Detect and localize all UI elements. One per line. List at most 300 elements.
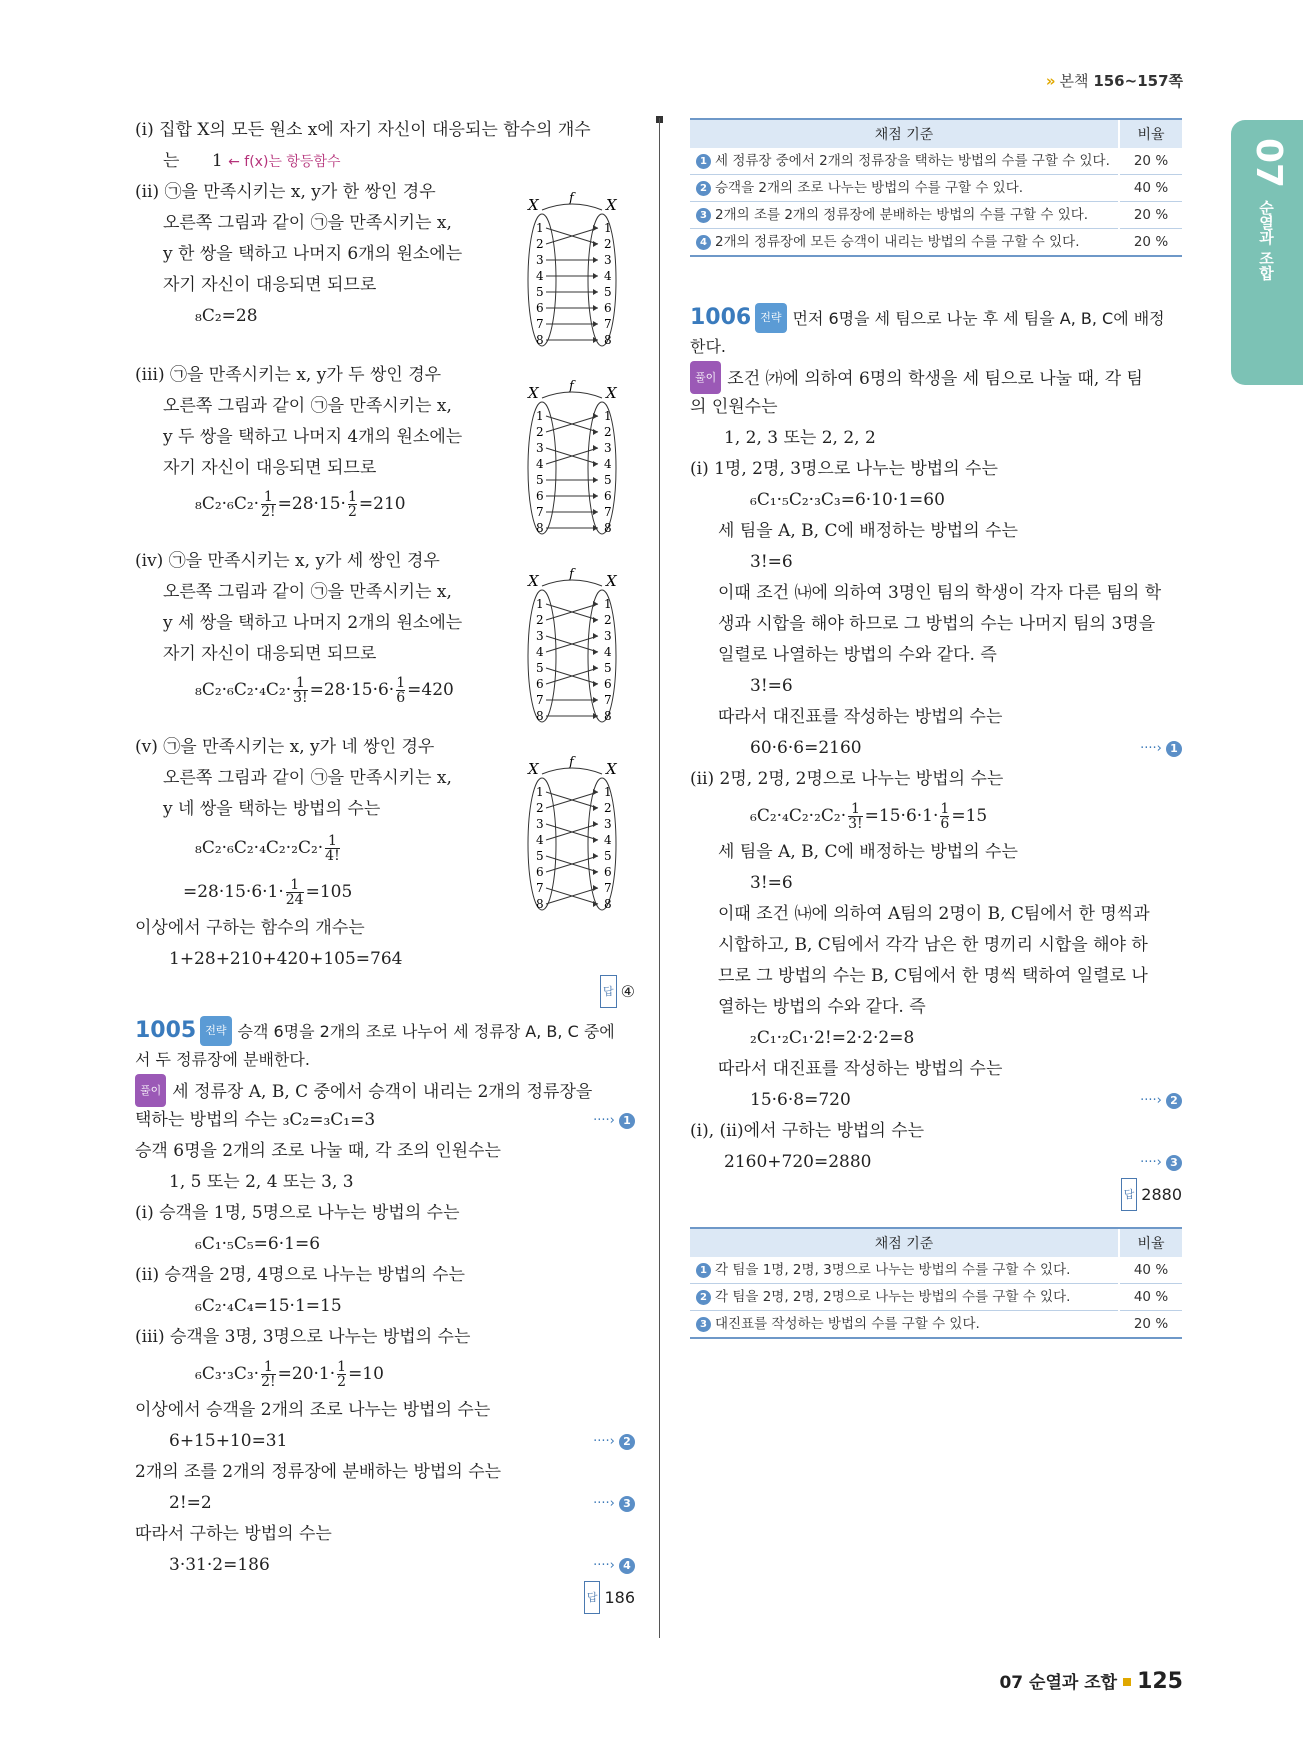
text-line: (ⅲ) ㉠을 만족시키는 x, y가 두 쌍인 경우 bbox=[135, 365, 442, 385]
criterion-text: 2개의 조를 2개의 정류장에 분배하는 방법의 수를 구할 수 있다. bbox=[715, 207, 1089, 223]
element-label: 5 bbox=[604, 849, 612, 863]
text-line: 오른쪽 그림과 같이 ㉠을 만족시키는 x, bbox=[163, 582, 452, 602]
marker-number: 3 bbox=[1166, 1155, 1182, 1171]
formula-part: 6+15+10=31 bbox=[169, 1431, 288, 1451]
element-label: 7 bbox=[604, 317, 612, 331]
formula-part: ₆C₂·₄C₂·₂C₂· bbox=[750, 806, 847, 826]
criterion-text: 대진표를 작성하는 방법의 수를 구할 수 있다. bbox=[715, 1316, 980, 1332]
ratio-cell: 20 % bbox=[1119, 229, 1182, 257]
denominator: 2 bbox=[337, 1374, 347, 1390]
text-line bbox=[135, 1105, 635, 1136]
element-label: 6 bbox=[604, 301, 612, 315]
formula-part: 15·6·8=720 bbox=[750, 1090, 851, 1110]
denominator: 3! bbox=[293, 690, 308, 706]
text-line: 생과 시합을 해야 하므로 그 방법의 수는 나머지 팀의 3명을 bbox=[718, 614, 1156, 634]
numerator: 1 bbox=[337, 1359, 347, 1375]
set-label: X bbox=[528, 384, 539, 402]
fraction bbox=[396, 676, 405, 705]
text-line: y 한 쌍을 택하고 나머지 6개의 원소에는 bbox=[163, 244, 463, 264]
formula-part: 2160+720=2880 bbox=[724, 1152, 872, 1172]
element-label: 5 bbox=[536, 285, 544, 299]
element-label: 7 bbox=[604, 881, 612, 895]
element-label: 2 bbox=[536, 237, 544, 251]
step-marker bbox=[593, 1105, 635, 1136]
mapping-diagram bbox=[522, 380, 622, 540]
codomain-ellipse bbox=[588, 214, 616, 346]
element-label: 6 bbox=[536, 301, 544, 315]
fraction bbox=[293, 676, 308, 705]
grading-table-1005 bbox=[690, 118, 1182, 257]
element-label: 2 bbox=[604, 425, 612, 439]
arrow-head-icon bbox=[593, 225, 598, 231]
page-number: 125 bbox=[1137, 1669, 1183, 1694]
arrow-head-icon bbox=[593, 445, 598, 451]
text-line: (ⅱ) ㉠을 만족시키는 x, y가 한 쌍인 경우 bbox=[135, 182, 436, 202]
element-label: 3 bbox=[604, 817, 612, 831]
footer-chapter: 07 순열과 조합 bbox=[999, 1673, 1118, 1693]
fraction bbox=[848, 802, 863, 831]
text-line: (ⅰ) 1명, 2명, 3명으로 나누는 방법의 수는 bbox=[690, 459, 998, 479]
marker-number: 3 bbox=[619, 1496, 635, 1512]
mapping-diagram-svg bbox=[522, 568, 622, 728]
text-line: 승객 6명을 2개의 조로 나눌 때, 각 조의 인원수는 bbox=[135, 1141, 501, 1161]
arrow-head-icon bbox=[593, 601, 598, 607]
element-label: 6 bbox=[604, 865, 612, 879]
formula-part: =20·1· bbox=[277, 1364, 336, 1384]
arrow-head-icon bbox=[593, 681, 598, 687]
formula-part: =28·15·6·1· bbox=[183, 882, 284, 902]
criterion-number: 3 bbox=[696, 208, 711, 223]
text-line: (ⅴ) ㉠을 만족시키는 x, y가 네 쌍인 경우 bbox=[135, 737, 435, 757]
text-line: 열하는 방법의 수와 같다. 즉 bbox=[718, 997, 926, 1017]
text-line: 자기 자신이 대응되면 되므로 bbox=[163, 275, 377, 295]
column-header: 채점 기준 bbox=[690, 119, 1119, 148]
text-line: (ⅰ), (ⅱ)에서 구하는 방법의 수는 bbox=[690, 1121, 925, 1141]
footer-square-icon bbox=[1123, 1678, 1131, 1686]
set-label: X bbox=[528, 760, 539, 778]
chevron-icon: » bbox=[1045, 72, 1056, 90]
numerator: 1 bbox=[327, 833, 337, 849]
text-fragment: 는 bbox=[163, 151, 180, 171]
table-cell bbox=[690, 202, 1119, 229]
table-row bbox=[690, 175, 1182, 202]
text-line: y 두 쌍을 택하고 나머지 4개의 원소에는 bbox=[163, 427, 463, 447]
element-label: 6 bbox=[604, 677, 612, 691]
formula: ₈C₂=28 bbox=[195, 306, 258, 326]
arrow-head-icon bbox=[593, 413, 598, 419]
element-label: 5 bbox=[604, 473, 612, 487]
set-label: X bbox=[606, 572, 617, 590]
element-label: 3 bbox=[536, 817, 544, 831]
element-label: 5 bbox=[604, 285, 612, 299]
answer-value: 186 bbox=[604, 1588, 635, 1607]
table-cell bbox=[690, 229, 1119, 257]
numerator: 1 bbox=[347, 489, 357, 505]
mapping-diagram bbox=[522, 192, 622, 352]
text-line: 따라서 대진표를 작성하는 방법의 수는 bbox=[718, 707, 1003, 727]
text-line bbox=[135, 146, 635, 177]
column-header: 채점 기준 bbox=[690, 1228, 1119, 1257]
answer bbox=[135, 975, 635, 1006]
ref-prefix: 본책 bbox=[1059, 72, 1089, 90]
numerator: 1 bbox=[850, 801, 860, 817]
arrow-head-icon bbox=[593, 257, 598, 263]
element-label: 7 bbox=[536, 881, 544, 895]
arrow-head-icon bbox=[593, 869, 598, 875]
criterion-text: 승객을 2개의 조로 나누는 방법의 수를 구할 수 있다. bbox=[715, 180, 1024, 196]
strategy-text: 승객 6명을 2개의 조로 나누어 세 정류장 A, B, C 중에 bbox=[237, 1022, 615, 1041]
element-label: 5 bbox=[536, 473, 544, 487]
criterion-number: 4 bbox=[696, 235, 711, 250]
element-label: 6 bbox=[604, 489, 612, 503]
formula: ₆C₁·₅C₅=6·1=6 bbox=[195, 1234, 321, 1254]
element-label: 8 bbox=[604, 521, 612, 535]
text-fragment: 조건 ㈎에 의하여 6명의 학생을 세 팀으로 나눌 때, 각 팀 bbox=[727, 369, 1143, 389]
formula-part: =420 bbox=[407, 680, 454, 700]
page-reference bbox=[1046, 70, 1183, 91]
criterion-number: 2 bbox=[696, 1290, 711, 1305]
arrow-head-icon bbox=[593, 885, 598, 891]
element-label: 1 bbox=[604, 221, 612, 235]
marker-number: 2 bbox=[1166, 1093, 1182, 1109]
formula-part: ₆C₃·₃C₃· bbox=[195, 1364, 260, 1384]
element-label: 8 bbox=[536, 333, 544, 347]
arrow-head-icon bbox=[593, 649, 598, 655]
text-line: (ⅲ) 승객을 3명, 3명으로 나누는 방법의 수는 bbox=[135, 1327, 471, 1347]
mapping-diagram-svg bbox=[522, 380, 622, 540]
strategy-text: 먼저 6명을 세 팀으로 나눈 후 세 팀을 A, B, C에 배정 bbox=[792, 309, 1165, 328]
element-label: 1 bbox=[536, 409, 544, 423]
marker-dots: ····› bbox=[593, 1496, 615, 1511]
ratio-cell: 40 % bbox=[1119, 1257, 1182, 1284]
codomain-ellipse bbox=[588, 402, 616, 534]
text-line: 1, 5 또는 2, 4 또는 3, 3 bbox=[169, 1172, 354, 1192]
page-footer bbox=[999, 1668, 1183, 1694]
set-label: X bbox=[528, 196, 539, 214]
arrow-head-icon bbox=[593, 665, 598, 671]
fraction bbox=[261, 1360, 276, 1389]
element-label: 8 bbox=[604, 333, 612, 347]
criterion-number: 1 bbox=[696, 1263, 711, 1278]
table-cell bbox=[690, 1257, 1119, 1284]
criterion-text: 각 팀을 2명, 2명, 2명으로 나누는 방법의 수를 구할 수 있다. bbox=[715, 1289, 1071, 1305]
arrow-head-icon bbox=[593, 633, 598, 639]
formula-part: =15 bbox=[951, 806, 988, 826]
element-label: 1 bbox=[536, 785, 544, 799]
answer-label: 답 bbox=[1121, 1178, 1138, 1211]
denominator: 24 bbox=[285, 892, 304, 908]
formula: ₆C₁·₅C₂·₃C₃=6·10·1=60 bbox=[750, 490, 945, 510]
criterion-number: 1 bbox=[696, 154, 711, 169]
text-line bbox=[135, 1488, 635, 1519]
text-line: 므로 그 방법의 수는 B, C팀에서 한 명씩 택하여 일렬로 나 bbox=[718, 966, 1148, 986]
text-line bbox=[690, 733, 1182, 764]
step-marker bbox=[1140, 733, 1182, 764]
element-label: 1 bbox=[536, 221, 544, 235]
problem-1006-header-cont: 한다. bbox=[690, 337, 726, 356]
element-label: 3 bbox=[536, 441, 544, 455]
element-label: 4 bbox=[604, 457, 612, 471]
set-label: X bbox=[606, 760, 617, 778]
element-label: 1 bbox=[536, 597, 544, 611]
problem-number: 1005 bbox=[135, 1018, 197, 1043]
column-divider bbox=[659, 118, 660, 1638]
element-label: 3 bbox=[604, 253, 612, 267]
element-label: 8 bbox=[536, 709, 544, 723]
ratio-cell: 20 % bbox=[1119, 202, 1182, 229]
text-fragment: 1 bbox=[211, 151, 223, 171]
element-label: 2 bbox=[536, 425, 544, 439]
step-marker bbox=[1140, 1085, 1182, 1116]
text-line: (ⅱ) 승객을 2명, 4명으로 나누는 방법의 수는 bbox=[135, 1265, 465, 1285]
ratio-cell: 20 % bbox=[1119, 1311, 1182, 1339]
text-line: 시합하고, B, C팀에서 각각 남은 한 명끼리 시합을 해야 하 bbox=[718, 935, 1148, 955]
chapter-title: 순열과 조합 bbox=[1257, 200, 1275, 281]
element-label: 2 bbox=[536, 613, 544, 627]
set-label: X bbox=[606, 196, 617, 214]
text-line: (ⅱ) 2명, 2명, 2명으로 나누는 방법의 수는 bbox=[690, 769, 1004, 789]
element-label: 7 bbox=[536, 505, 544, 519]
fraction bbox=[940, 802, 949, 831]
function-label: f bbox=[569, 568, 574, 582]
table-header-row bbox=[690, 1228, 1182, 1257]
strategy-tag: 전략 bbox=[200, 1016, 231, 1046]
element-label: 3 bbox=[604, 629, 612, 643]
solution-tag: 풀이 bbox=[690, 361, 721, 394]
element-label: 8 bbox=[536, 897, 544, 911]
right-column bbox=[690, 118, 1182, 1339]
element-label: 6 bbox=[536, 677, 544, 691]
table-row bbox=[690, 1311, 1182, 1339]
function-label: f bbox=[569, 756, 574, 770]
text-line: 세 팀을 A, B, C에 배정하는 방법의 수는 bbox=[718, 521, 1018, 541]
element-label: 4 bbox=[536, 457, 544, 471]
denominator: 4! bbox=[325, 848, 340, 864]
element-label: 4 bbox=[604, 269, 612, 283]
element-label: 3 bbox=[604, 441, 612, 455]
arrow-head-icon bbox=[593, 697, 598, 703]
numerator: 1 bbox=[290, 877, 300, 893]
function-label: f bbox=[569, 380, 574, 394]
formula-part: 60·6·6=2160 bbox=[750, 738, 862, 758]
chapter-number: 07 bbox=[1248, 138, 1289, 189]
table-row bbox=[690, 1257, 1182, 1284]
text-line: 일렬로 나열하는 방법의 수와 같다. 즉 bbox=[718, 645, 997, 665]
element-label: 5 bbox=[536, 849, 544, 863]
marker-dots: ····› bbox=[593, 1434, 615, 1449]
marker-dots: ····› bbox=[593, 1113, 615, 1128]
element-label: 2 bbox=[604, 613, 612, 627]
criterion-number: 2 bbox=[696, 181, 711, 196]
numerator: 1 bbox=[940, 801, 950, 817]
text-line: 오른쪽 그림과 같이 ㉠을 만족시키는 x, bbox=[163, 396, 452, 416]
arrow-head-icon bbox=[593, 241, 598, 247]
text-line bbox=[690, 361, 1182, 392]
numerator: 1 bbox=[263, 489, 273, 505]
set-label: X bbox=[606, 384, 617, 402]
element-label: 5 bbox=[604, 661, 612, 675]
answer-value: 2880 bbox=[1141, 1185, 1182, 1204]
answer-value: ④ bbox=[620, 982, 635, 1001]
mapping-diagram-svg bbox=[522, 192, 622, 352]
text-fragment: 세 정류장 A, B, C 중에서 승객이 내리는 2개의 정류장을 bbox=[172, 1082, 593, 1102]
text-line: 2개의 조를 2개의 정류장에 분배하는 방법의 수는 bbox=[135, 1462, 502, 1482]
element-label: 1 bbox=[604, 409, 612, 423]
ratio-cell: 20 % bbox=[1119, 148, 1182, 175]
formula-part: =15·6·1· bbox=[864, 806, 939, 826]
denominator: 6 bbox=[396, 690, 406, 706]
arrow-head-icon bbox=[593, 273, 598, 279]
arrow-head-icon bbox=[593, 853, 598, 859]
fraction bbox=[286, 878, 304, 907]
element-label: 8 bbox=[536, 521, 544, 535]
numerator: 1 bbox=[396, 675, 406, 691]
element-label: 4 bbox=[604, 833, 612, 847]
denominator: 6 bbox=[940, 816, 950, 832]
arrow-head-icon bbox=[593, 289, 598, 295]
arrow-head-icon bbox=[593, 477, 598, 483]
formula: 3!=6 bbox=[750, 552, 793, 572]
criterion-number: 3 bbox=[696, 1317, 711, 1332]
text-line: 이상에서 구하는 함수의 개수는 bbox=[135, 918, 365, 938]
element-label: 2 bbox=[604, 237, 612, 251]
formula-part: =28·15·6· bbox=[309, 680, 395, 700]
text-line: 자기 자신이 대응되면 되므로 bbox=[163, 458, 377, 478]
denominator: 2! bbox=[261, 504, 276, 520]
text-line: (ⅳ) ㉠을 만족시키는 x, y가 세 쌍인 경우 bbox=[135, 551, 440, 571]
numerator: 1 bbox=[295, 675, 305, 691]
solution-tag: 풀이 bbox=[135, 1074, 166, 1107]
column-header: 비율 bbox=[1119, 1228, 1182, 1257]
criterion-text: 세 정류장 중에서 2개의 정류장을 택하는 방법의 수를 구할 수 있다. bbox=[715, 153, 1110, 169]
element-label: 8 bbox=[604, 709, 612, 723]
answer-label: 답 bbox=[600, 975, 617, 1008]
table-cell bbox=[690, 148, 1119, 175]
text-line: 이때 조건 ㈏에 의하여 3명인 팀의 학생이 각자 다른 팀의 학 bbox=[718, 583, 1162, 603]
problem-1006-header bbox=[690, 303, 1182, 333]
element-label: 7 bbox=[604, 693, 612, 707]
marker-dots: ····› bbox=[593, 1558, 615, 1573]
marker-number: 4 bbox=[619, 1558, 635, 1574]
arrow-head-icon bbox=[593, 789, 598, 795]
ratio-cell: 40 % bbox=[1119, 175, 1182, 202]
mapping-diagram-svg bbox=[522, 756, 622, 916]
text-line: 이상에서 승객을 2개의 조로 나누는 방법의 수는 bbox=[135, 1400, 491, 1420]
formula: 1+28+210+420+105=764 bbox=[169, 949, 403, 969]
element-label: 6 bbox=[536, 865, 544, 879]
numerator: 1 bbox=[263, 1359, 273, 1375]
formula bbox=[690, 795, 1182, 837]
text-line: y 네 쌍을 택하는 방법의 수는 bbox=[163, 799, 381, 819]
text-line: 따라서 대진표를 작성하는 방법의 수는 bbox=[718, 1059, 1003, 1079]
answer-label: 답 bbox=[584, 1581, 601, 1614]
ratio-cell: 40 % bbox=[1119, 1284, 1182, 1311]
problem-1005-header-cont: 서 두 정류장에 분배한다. bbox=[135, 1050, 310, 1069]
element-label: 5 bbox=[536, 661, 544, 675]
table-row bbox=[690, 202, 1182, 229]
arrow-head-icon bbox=[593, 837, 598, 843]
criterion-text: 2개의 정류장에 모든 승객이 내리는 방법의 수를 구할 수 있다. bbox=[715, 234, 1080, 250]
mapping-diagram bbox=[522, 756, 622, 916]
formula-part: 3·31·2=186 bbox=[169, 1555, 270, 1575]
text-line: 오른쪽 그림과 같이 ㉠을 만족시키는 x, bbox=[163, 768, 452, 788]
table-cell bbox=[690, 175, 1119, 202]
text-line: 오른쪽 그림과 같이 ㉠을 만족시키는 x, bbox=[163, 213, 452, 233]
text-line bbox=[135, 1074, 635, 1105]
arrow-head-icon bbox=[593, 493, 598, 499]
fraction bbox=[337, 1360, 346, 1389]
element-label: 6 bbox=[536, 489, 544, 503]
marker-number: 1 bbox=[1166, 741, 1182, 757]
formula-part: =210 bbox=[358, 494, 406, 514]
element-label: 2 bbox=[536, 801, 544, 815]
step-marker bbox=[1140, 1147, 1182, 1178]
denominator: 2! bbox=[261, 1374, 276, 1390]
element-label: 4 bbox=[536, 269, 544, 283]
table-row bbox=[690, 1284, 1182, 1311]
problem-number: 1006 bbox=[690, 305, 752, 330]
denominator: 2 bbox=[347, 504, 357, 520]
arrow-head-icon bbox=[593, 617, 598, 623]
text-line bbox=[690, 1147, 1182, 1178]
fraction bbox=[348, 490, 357, 519]
answer bbox=[690, 1178, 1182, 1209]
marker-dots: ····› bbox=[1140, 1155, 1162, 1170]
ref-pages: 156~157쪽 bbox=[1093, 72, 1183, 90]
element-label: 4 bbox=[536, 645, 544, 659]
problem-1005-header bbox=[135, 1016, 635, 1046]
element-label: 3 bbox=[536, 629, 544, 643]
element-label: 1 bbox=[604, 597, 612, 611]
mapping-diagram bbox=[522, 568, 622, 728]
function-label: f bbox=[569, 192, 574, 206]
text-line: 세 팀을 A, B, C에 배정하는 방법의 수는 bbox=[718, 842, 1018, 862]
formula: ₂C₁·₂C₁·2!=2·2·2=8 bbox=[750, 1028, 915, 1048]
marker-number: 2 bbox=[619, 1434, 635, 1450]
text-fragment: 택하는 방법의 수는 ₃C₂=₃C₁=3 bbox=[135, 1110, 376, 1130]
table-row bbox=[690, 229, 1182, 257]
arrow-head-icon bbox=[593, 805, 598, 811]
arrow-head-icon bbox=[593, 821, 598, 827]
table-header-row bbox=[690, 119, 1182, 148]
text-line bbox=[135, 1550, 635, 1581]
text-line: 의 인원수는 bbox=[690, 397, 778, 417]
arrow-head-icon bbox=[593, 461, 598, 467]
marker-dots: ····› bbox=[1140, 741, 1162, 756]
formula: 3!=6 bbox=[750, 676, 793, 696]
formula-part: =105 bbox=[305, 882, 353, 902]
grading-table-1006 bbox=[690, 1227, 1182, 1339]
text-line bbox=[135, 1426, 635, 1457]
element-label: 4 bbox=[536, 833, 544, 847]
formula-part: ₈C₂·₆C₂·₄C₂·₂C₂· bbox=[195, 838, 324, 858]
element-label: 3 bbox=[536, 253, 544, 267]
text-line: 1, 2, 3 또는 2, 2, 2 bbox=[724, 428, 876, 448]
marker-number: 1 bbox=[619, 1113, 635, 1129]
text-line: 자기 자신이 대응되면 되므로 bbox=[163, 644, 377, 664]
element-label: 2 bbox=[604, 801, 612, 815]
fraction bbox=[325, 834, 340, 863]
text-line bbox=[690, 1085, 1182, 1116]
arrow-head-icon bbox=[593, 305, 598, 311]
denominator: 3! bbox=[848, 816, 863, 832]
element-label: 7 bbox=[604, 505, 612, 519]
element-label: 7 bbox=[536, 693, 544, 707]
fraction bbox=[261, 490, 276, 519]
step-marker bbox=[593, 1550, 635, 1581]
element-label: 7 bbox=[536, 317, 544, 331]
side-note: ← f(x)는 항등함수 bbox=[228, 154, 341, 170]
